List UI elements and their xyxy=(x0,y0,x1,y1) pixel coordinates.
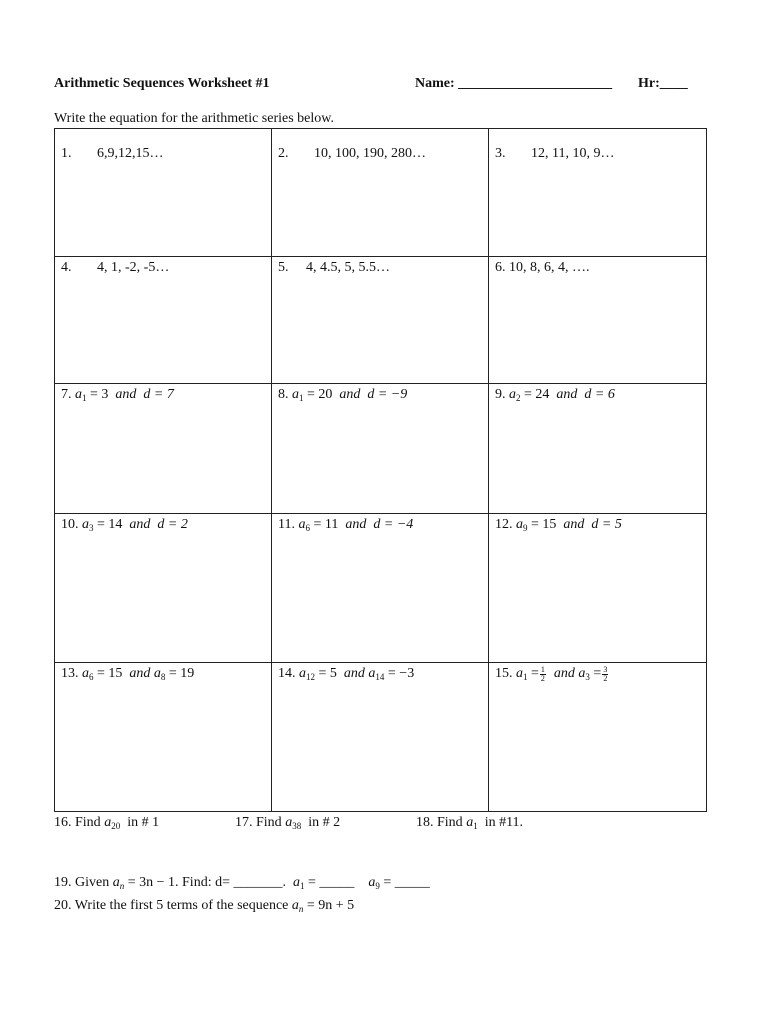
problem-cell-15[interactable]: 15. $a_1$ = $\frac{1}{2}$ and $a_3$ = $\frac{3}{2}$ xyxy=(489,663,707,812)
problem-cell-12[interactable]: 12. $a_9 = 15$ and d = 5 xyxy=(489,514,707,663)
problem-cell-4[interactable]: 4. 4, 1, -2, -5… xyxy=(55,257,272,384)
problem-cell-13[interactable]: 13. $a_6 = 15$ and $a_8 = 19$ xyxy=(55,663,272,812)
worksheet-title: Arithmetic Sequences Worksheet #1 xyxy=(54,76,270,91)
problem-cell-5[interactable]: 5. 4, 4.5, 5, 5.5… xyxy=(272,257,489,384)
problem-cell-2[interactable]: 2. 10, 100, 190, 280… xyxy=(272,129,489,257)
problem-cell-10[interactable]: 10. $a_3 = 14$ and d = 2 xyxy=(55,514,272,663)
problem-cell-9[interactable]: 9. $a_2 = 24$ and d = 6 xyxy=(489,384,707,514)
d-blank[interactable]: . Find: d= _______. xyxy=(175,875,286,890)
instructions: Write the equation for the arithmetic series below. xyxy=(54,111,334,126)
problem-cell-14[interactable]: 14. $a_{12} = 5$ and $a_{14} = -3$ xyxy=(272,663,489,812)
fraction-three-halves: $\frac{3}{2}$ xyxy=(603,665,608,683)
name-field[interactable]: Name: ______________________ xyxy=(415,76,613,91)
a9-blank[interactable]: = _____ xyxy=(383,875,430,890)
hour-field[interactable]: Hr:____ xyxy=(638,76,688,91)
problem-grid xyxy=(54,128,707,812)
question-18: 18. Find $a_1$ in #11. xyxy=(416,815,524,831)
problem-cell-11[interactable]: 11. $a_6 = 11$ and d = −4 xyxy=(272,514,489,663)
question-16: 16. Find $a_{20}$ in # 1 xyxy=(54,815,160,831)
question-20: 20. Write the first 5 terms of the sequence $a_n = 9n + 5$ xyxy=(54,898,355,914)
a1-blank[interactable]: = _____ xyxy=(307,875,355,890)
problem-cell-7[interactable]: 7. $a_1 = 3$ and d = 7 xyxy=(55,384,272,514)
problem-cell-8[interactable]: 8. $a_1 = 20$ and d = −9 xyxy=(272,384,489,514)
question-17: 17. Find $a_{38}$ in # 2 xyxy=(235,815,341,831)
fraction-one-half: $\frac{1}{2}$ xyxy=(540,665,545,683)
problem-cell-6[interactable]: 6. 10, 8, 6, 4, …. xyxy=(489,257,707,384)
question-19: 19. Given $a_n = 3n - 1$. Find: d= _______. $a_1$ = _____ $a_9$ = _____ xyxy=(54,875,430,891)
problem-cell-3[interactable]: 3. 12, 11, 10, 9… xyxy=(489,129,707,257)
problem-cell-1[interactable]: 1. 6,9,12,15… xyxy=(55,129,272,257)
